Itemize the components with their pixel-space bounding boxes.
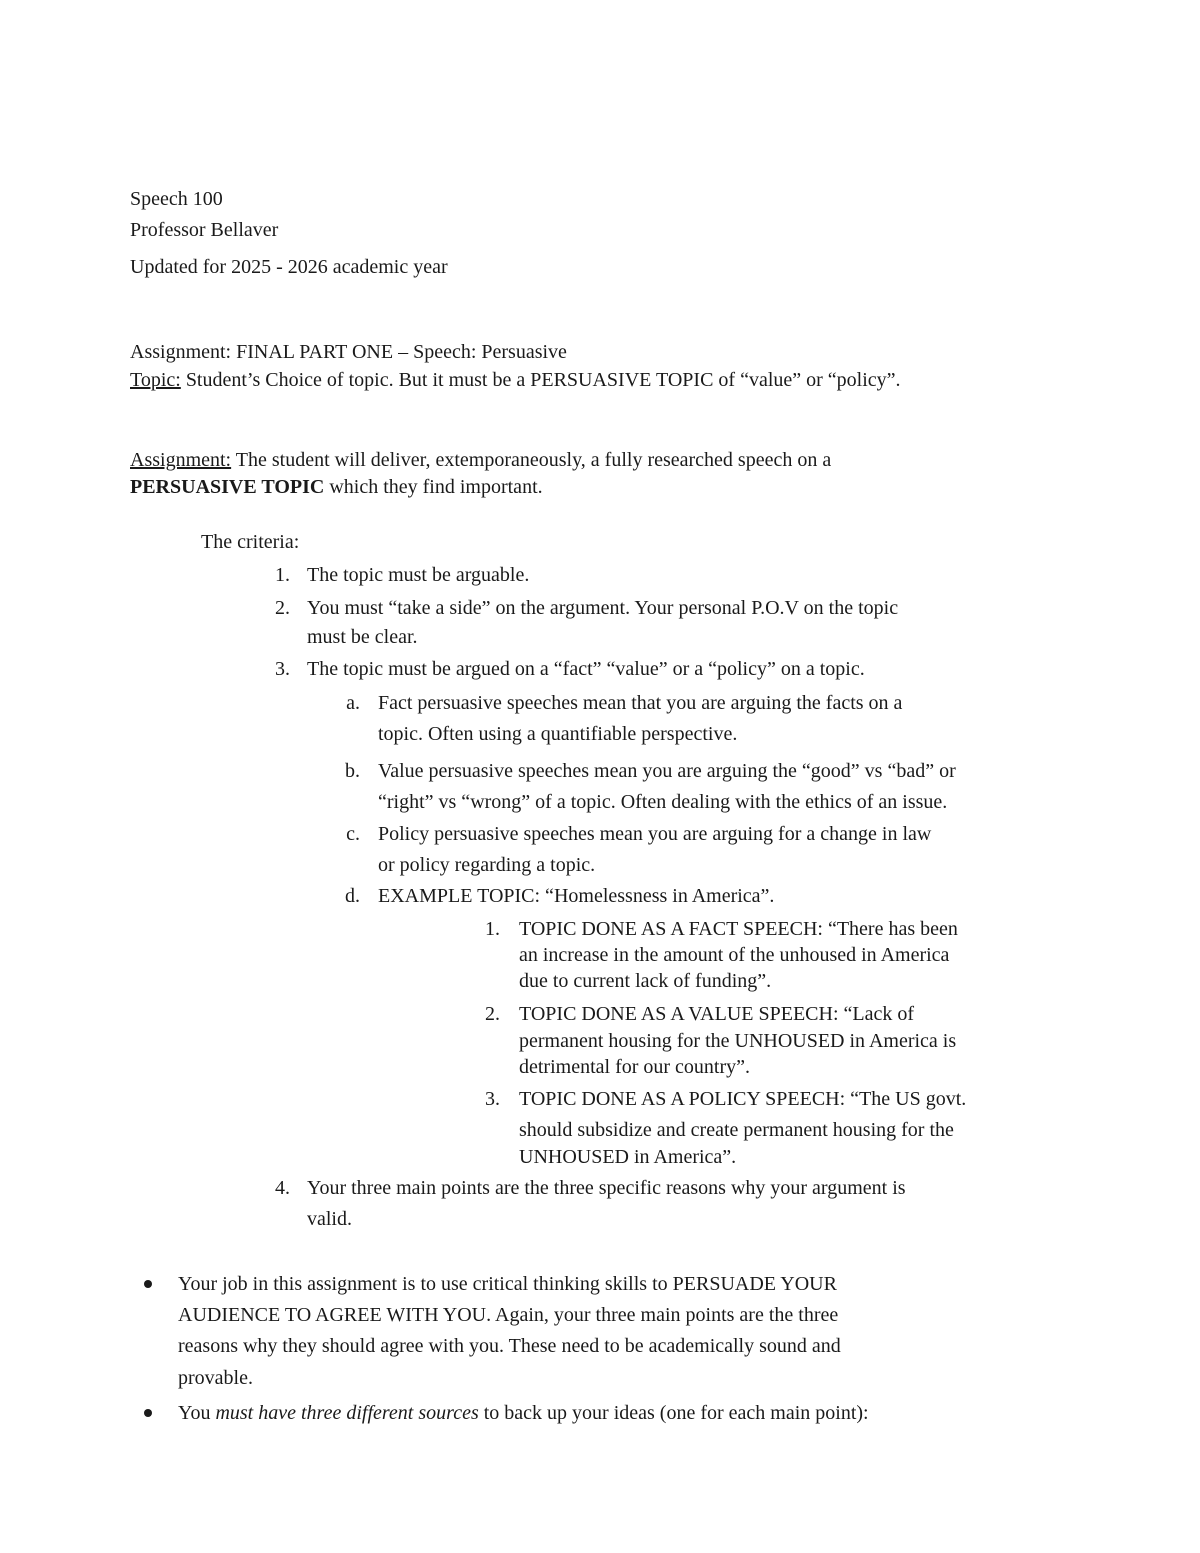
example-1-line3: due to current lack of funding”. xyxy=(519,970,772,992)
criteria-4-number: 4. xyxy=(275,1177,290,1199)
assignment-paragraph-line1 xyxy=(130,447,831,474)
sub-d-text: EXAMPLE TOPIC: “Homelessness in America”. xyxy=(378,885,775,907)
bullet-1-line2: AUDIENCE TO AGREE WITH YOU. Again, your three main points are the three xyxy=(178,1304,839,1326)
assignment-text: The student will deliver, extemporaneously, a fully researched speech on a xyxy=(231,449,832,471)
topic-label: Topic: xyxy=(130,369,181,391)
bullet-1-dot xyxy=(144,1280,152,1288)
example-1-number: 1. xyxy=(485,918,500,940)
bullet-2-dot xyxy=(144,1409,152,1417)
criteria-3-number: 3. xyxy=(275,658,290,680)
sub-d-letter: d. xyxy=(345,885,360,907)
criteria-2-line1: You must “take a side” on the argument. Your personal P.O.V on the topic xyxy=(307,597,899,619)
bullet-1-line3: reasons why they should agree with you. These need to be academically sound and xyxy=(178,1335,841,1357)
sub-a-line1: Fact persuasive speeches mean that you are arguing the facts on a xyxy=(378,692,903,714)
example-2-line3: detrimental for our country”. xyxy=(519,1056,751,1078)
criteria-4-line1: Your three main points are the three specific reasons why your argument is xyxy=(307,1177,906,1199)
topic-text: Student’s Choice of topic. But it must be a PERSUASIVE TOPIC of “value” or “policy”. xyxy=(180,369,901,391)
criteria-3-text: The topic must be argued on a “fact” “value” or a “policy” on a topic. xyxy=(307,658,865,680)
criteria-1-text: The topic must be arguable. xyxy=(307,564,530,586)
bullet-2-end: to back up your ideas (one for each main point): xyxy=(478,1402,869,1424)
bullet-1-line1: Your job in this assignment is to use critical thinking skills to PERSUADE YOUR xyxy=(178,1273,837,1295)
example-2-number: 2. xyxy=(485,1003,500,1025)
sub-b-line2: “right” vs “wrong” of a topic. Often dealing with the ethics of an issue. xyxy=(378,791,948,813)
bullet-2-italic: must have three different sources xyxy=(215,1402,479,1424)
sub-c-line2: or policy regarding a topic. xyxy=(378,854,596,876)
example-2-line2: permanent housing for the UNHOUSED in America is xyxy=(519,1030,957,1052)
course-name: Speech 100 xyxy=(130,188,223,210)
sub-b-line1: Value persuasive speeches mean you are arguing the “good” vs “bad” or xyxy=(378,760,956,782)
criteria-1-number: 1. xyxy=(275,564,290,586)
bullet-1-line4: provable. xyxy=(178,1367,253,1389)
professor-name: Professor Bellaver xyxy=(130,219,279,241)
sub-a-letter: a. xyxy=(346,692,360,714)
assignment-label: Assignment: xyxy=(130,449,232,471)
assignment-paragraph-line2 xyxy=(130,474,543,501)
criteria-heading: The criteria: xyxy=(201,531,300,553)
example-2-line1: TOPIC DONE AS A VALUE SPEECH: “Lack of xyxy=(519,1003,915,1025)
topic-line xyxy=(130,367,901,394)
example-3-line3: UNHOUSED in America”. xyxy=(519,1146,737,1168)
persuasive-topic-bold: PERSUASIVE TOPIC xyxy=(130,476,325,498)
example-1-line1: TOPIC DONE AS A FACT SPEECH: “There has been xyxy=(519,918,958,940)
assignment-text-rest: which they find important. xyxy=(324,476,543,498)
sub-b-letter: b. xyxy=(345,760,360,782)
sub-c-line1: Policy persuasive speeches mean you are arguing for a change in law xyxy=(378,823,932,845)
bullet-2-line xyxy=(178,1400,869,1427)
bullet-2-start: You xyxy=(178,1402,216,1424)
sub-a-line2: topic. Often using a quantifiable perspective. xyxy=(378,723,738,745)
example-3-line2: should subsidize and create permanent housing for the xyxy=(519,1119,954,1141)
assignment-title: Assignment: FINAL PART ONE – Speech: Persuasive xyxy=(130,341,567,363)
criteria-4-line2: valid. xyxy=(307,1208,352,1230)
example-1-line2: an increase in the amount of the unhoused in America xyxy=(519,944,950,966)
criteria-2-number: 2. xyxy=(275,597,290,619)
example-3-number: 3. xyxy=(485,1088,500,1110)
updated-note: Updated for 2025 - 2026 academic year xyxy=(130,256,448,278)
example-3-line1: TOPIC DONE AS A POLICY SPEECH: “The US govt. xyxy=(519,1088,967,1110)
sub-c-letter: c. xyxy=(346,823,360,845)
criteria-2-line2: must be clear. xyxy=(307,626,418,648)
